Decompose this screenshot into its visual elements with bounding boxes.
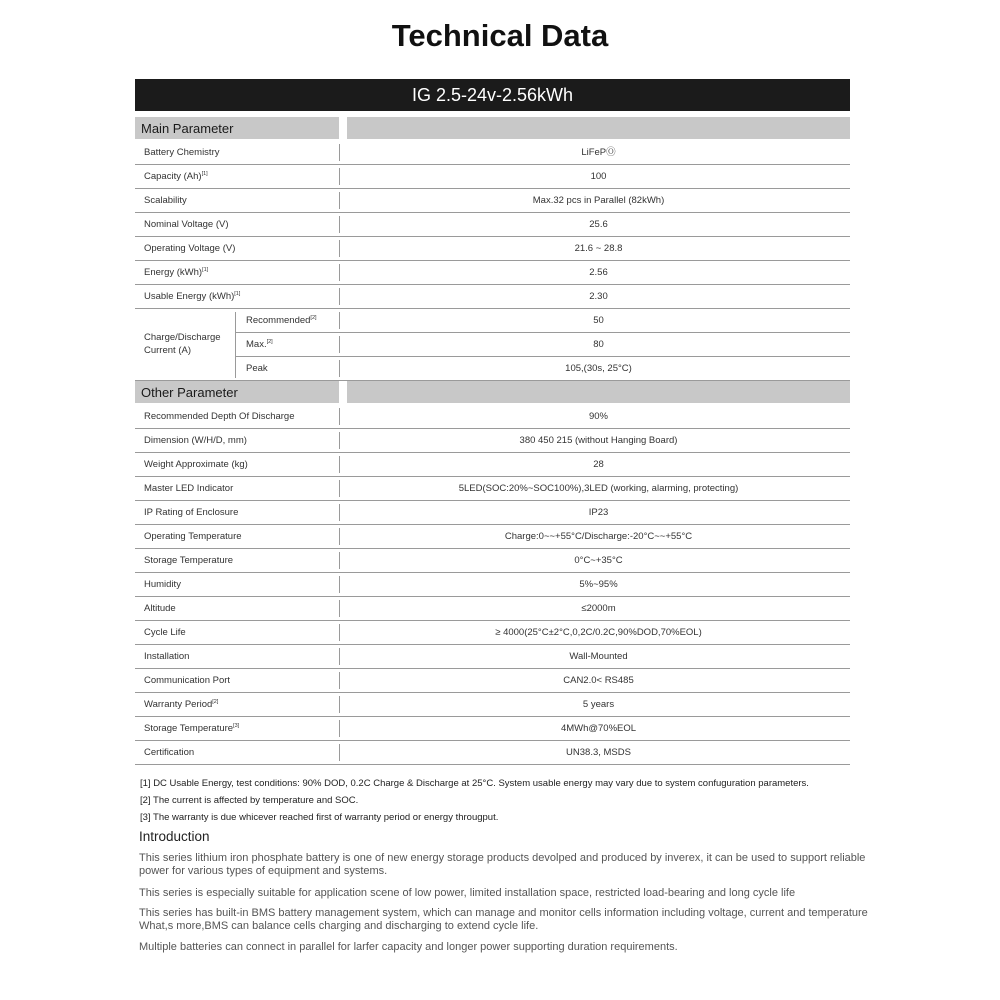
intro-paragraph: This series is especially suitable for application scene of low power, limited installation space, restricted load-bearing and long cycle life xyxy=(139,887,796,899)
spec-row xyxy=(135,501,850,525)
spec-label: Recommended Depth Of Discharge xyxy=(144,411,295,422)
spec-label: Master LED Indicator xyxy=(144,483,234,494)
spec-value: 5 years xyxy=(582,699,615,710)
intro-paragraph: This series lithium iron phosphate battery is one of new energy storage products devolped and produced by inverex, it can be used to support reliable power for various types of equipment and systems. xyxy=(139,852,866,877)
spec-value: 380 450 215 (without Hanging Board) xyxy=(519,435,678,446)
spec-value: IP23 xyxy=(588,507,609,518)
spec-label: Energy (kWh)[1] xyxy=(144,266,209,278)
spec-label: Installation xyxy=(144,651,190,662)
spec-row xyxy=(135,213,850,237)
spec-value: ≤2000m xyxy=(581,603,616,614)
spec-label: Nominal Voltage (V) xyxy=(144,219,229,230)
footnote: [2] The current is affected by temperature and SOC. xyxy=(140,795,359,806)
spec-value: 80 xyxy=(593,339,604,350)
spec-label: Peak xyxy=(246,363,268,374)
spec-label: Operating Temperature xyxy=(144,531,242,542)
spec-value: ≥ 4000(25°C±2°C,0,2C/0.2C,90%DOD,70%EOL) xyxy=(495,627,702,638)
spec-row xyxy=(135,621,850,645)
spec-label: Communication Port xyxy=(144,675,231,686)
spec-row xyxy=(135,429,850,453)
footnote: [1] DC Usable Energy, test conditions: 90% DOD, 0.2C Charge & Discharge at 25°C. System usable energy may vary due to system confuguration parameters. xyxy=(140,778,809,789)
spec-label: Storage Temperature xyxy=(144,555,234,566)
spec-row xyxy=(135,405,850,429)
spec-value: 5%~95% xyxy=(579,579,618,590)
charge-discharge-row xyxy=(235,333,850,357)
spec-value: Charge:0~~+55°C/Discharge:-20°C~~+55°C xyxy=(504,531,693,542)
spec-row xyxy=(135,645,850,669)
spec-row xyxy=(135,453,850,477)
spec-row xyxy=(135,285,850,309)
spec-value: 28 xyxy=(593,459,604,470)
spec-value: UN38.3, MSDS xyxy=(566,747,631,758)
spec-value: 90% xyxy=(588,411,608,422)
charge-discharge-block xyxy=(135,309,850,381)
spec-label: Battery Chemistry xyxy=(144,147,220,158)
spec-value: 2.56 xyxy=(589,267,608,278)
spec-label: Usable Energy (kWh)[1] xyxy=(144,290,241,302)
spec-label: Weight Approximate (kg) xyxy=(144,459,248,470)
charge-discharge-row xyxy=(235,309,850,333)
spec-value: 21.6 ~ 28.8 xyxy=(574,243,623,254)
spec-value: LiFePⓄ xyxy=(581,147,616,158)
spec-value: 105,(30s, 25°C) xyxy=(565,363,632,374)
spec-label: Scalability xyxy=(144,195,187,206)
introduction-heading: Introduction xyxy=(139,829,210,844)
spec-value: 25.6 xyxy=(589,219,608,230)
main-parameter-header-bar xyxy=(347,117,850,139)
spec-label: Operating Voltage (V) xyxy=(144,243,236,254)
spec-label: Storage Temperature[3] xyxy=(144,722,240,734)
spec-row xyxy=(135,693,850,717)
spec-label: Warranty Period[2] xyxy=(144,698,219,710)
spec-value: 0°C~+35°C xyxy=(574,555,623,566)
spec-value: CAN2.0< RS485 xyxy=(563,675,634,686)
spec-value: 50 xyxy=(593,315,604,326)
main-parameter-header: Main Parameter xyxy=(135,117,339,139)
page-title: Technical Data xyxy=(391,18,609,53)
intro-paragraph: Multiple batteries can connect in parallel for larfer capacity and longer power supporting duration requirements. xyxy=(139,941,678,953)
other-parameter-header-bar xyxy=(347,381,850,403)
spec-label: Dimension (W/H/D, mm) xyxy=(144,435,247,446)
spec-value: 2.30 xyxy=(589,291,608,302)
spec-row xyxy=(135,717,850,741)
footnotes xyxy=(140,775,809,826)
spec-row xyxy=(135,597,850,621)
spec-value: 100 xyxy=(590,171,607,182)
spec-row xyxy=(135,525,850,549)
spec-label: Certification xyxy=(144,747,195,758)
spec-row xyxy=(135,189,850,213)
spec-row xyxy=(135,141,850,165)
spec-row xyxy=(135,477,850,501)
spec-row xyxy=(135,237,850,261)
spec-row xyxy=(135,741,850,765)
spec-row xyxy=(135,165,850,189)
spec-row xyxy=(135,573,850,597)
spec-value: 5LED(SOC:20%~SOC100%),3LED (working, alarming, protecting) xyxy=(458,483,739,494)
spec-label: Cycle Life xyxy=(144,627,186,638)
spec-label: IP Rating of Enclosure xyxy=(144,507,239,518)
model-header: IG 2.5-24v-2.56kWh xyxy=(135,79,850,111)
spec-row xyxy=(135,669,850,693)
spec-label: Capacity (Ah)[1] xyxy=(144,170,208,182)
spec-value: Max.32 pcs in Parallel (82kWh) xyxy=(532,195,665,206)
spec-value: Wall-Mounted xyxy=(569,651,628,662)
spec-row xyxy=(135,549,850,573)
spec-value: 4MWh@70%EOL xyxy=(560,723,637,734)
spec-row xyxy=(135,261,850,285)
intro-paragraph: This series has built-in BMS battery management system, which can manage and monitor cells information including voltage, current and temperature What,s more,BMS can balance cells charging and discharging to extend cycle life. xyxy=(139,907,868,932)
spec-label: Humidity xyxy=(144,579,181,590)
other-parameter-header: Other Parameter xyxy=(135,381,339,403)
charge-discharge-label: Charge/Discharge Current (A) xyxy=(144,332,221,356)
footnote: [3] The warranty is due whicever reached first of warranty period or energy througput. xyxy=(140,812,499,823)
spec-label: Altitude xyxy=(144,603,176,614)
spec-label: Recommended[2] xyxy=(246,314,317,326)
charge-discharge-row xyxy=(235,357,850,381)
spec-label: Max.[2] xyxy=(246,338,273,350)
